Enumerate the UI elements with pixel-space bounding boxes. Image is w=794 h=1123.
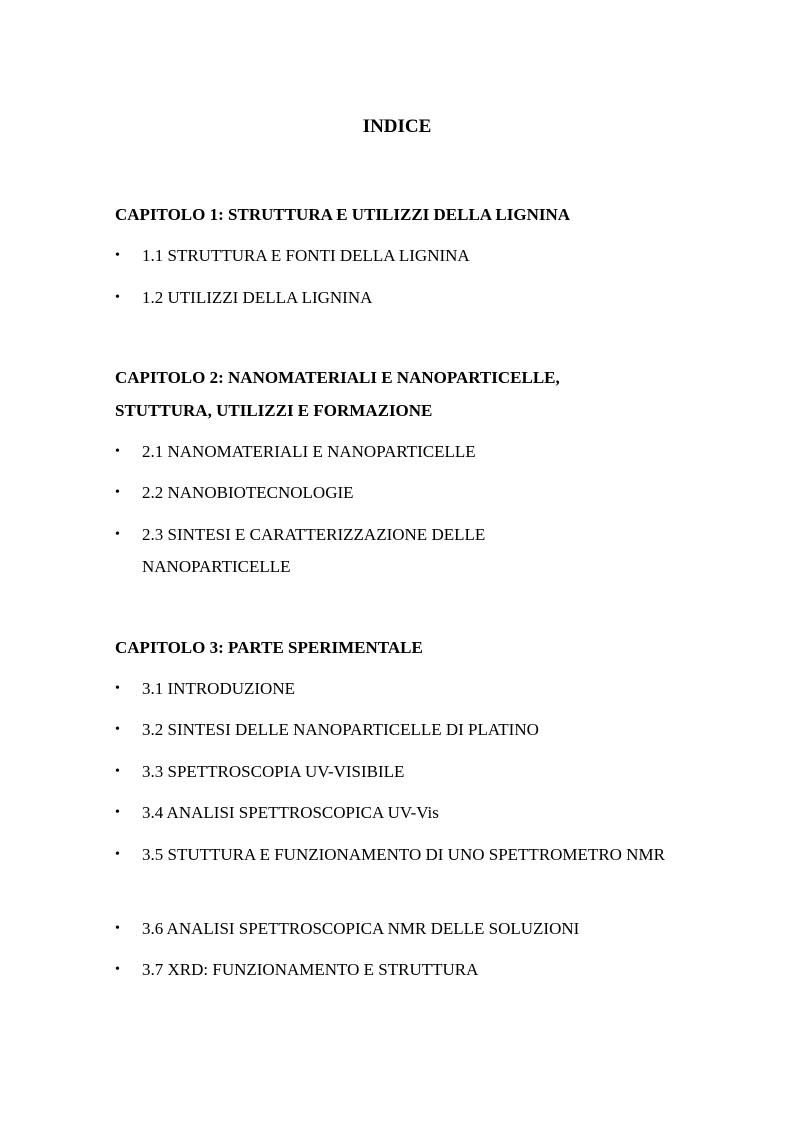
bullet-icon: •	[115, 847, 120, 862]
bullet-icon: •	[115, 290, 120, 305]
toc-item-text: 3.4 ANALISI SPETTROSCOPICA UV-Vis	[142, 803, 439, 822]
toc-item-text: 3.1 INTRODUZIONE	[142, 679, 295, 698]
bullet-icon: •	[115, 527, 120, 542]
toc-item-text: 3.3 SPETTROSCOPIA UV-VISIBILE	[142, 762, 405, 781]
bullet-icon: •	[115, 805, 120, 820]
bullet-icon: •	[115, 248, 120, 263]
chapter-2-heading-line2: STUTTURA, UTILIZZI E FORMAZIONE	[115, 401, 433, 420]
page-title: INDICE	[362, 116, 432, 137]
bullet-icon: •	[115, 485, 120, 500]
toc-item-text: 2.2 NANOBIOTECNOLOGIE	[142, 483, 354, 502]
chapter-2-heading-line1: CAPITOLO 2: NANOMATERIALI E NANOPARTICELLE,	[115, 368, 560, 387]
bullet-icon: •	[115, 722, 120, 737]
toc-item-text: 3.7 XRD: FUNZIONAMENTO E STRUTTURA	[142, 960, 479, 979]
bullet-icon: •	[115, 764, 120, 779]
toc-item-text: 3.2 SINTESI DELLE NANOPARTICELLE DI PLATINO	[142, 720, 539, 739]
chapter-3-heading: CAPITOLO 3: PARTE SPERIMENTALE	[115, 638, 423, 657]
toc-item-text: 3.6 ANALISI SPETTROSCOPICA NMR DELLE SOLUZIONI	[142, 919, 580, 938]
toc-item-text: 3.5 STUTTURA E FUNZIONAMENTO DI UNO SPETTROMETRO NMR	[142, 845, 665, 864]
bullet-icon: •	[115, 681, 120, 696]
toc-item-text: 1.1 STRUTTURA E FONTI DELLA LIGNINA	[142, 246, 470, 265]
toc-item-text: 1.2 UTILIZZI DELLA LIGNINA	[142, 288, 373, 307]
chapter-1-heading: CAPITOLO 1: STRUTTURA E UTILIZZI DELLA LIGNINA	[115, 205, 571, 224]
bullet-icon: •	[115, 962, 120, 977]
bullet-icon: •	[115, 921, 120, 936]
toc-item-text: 2.3 SINTESI E CARATTERIZZAZIONE DELLE NANOPARTICELLE	[142, 525, 486, 576]
bullet-icon: •	[115, 444, 120, 459]
toc-item-text: 2.1 NANOMATERIALI E NANOPARTICELLE	[142, 442, 476, 461]
